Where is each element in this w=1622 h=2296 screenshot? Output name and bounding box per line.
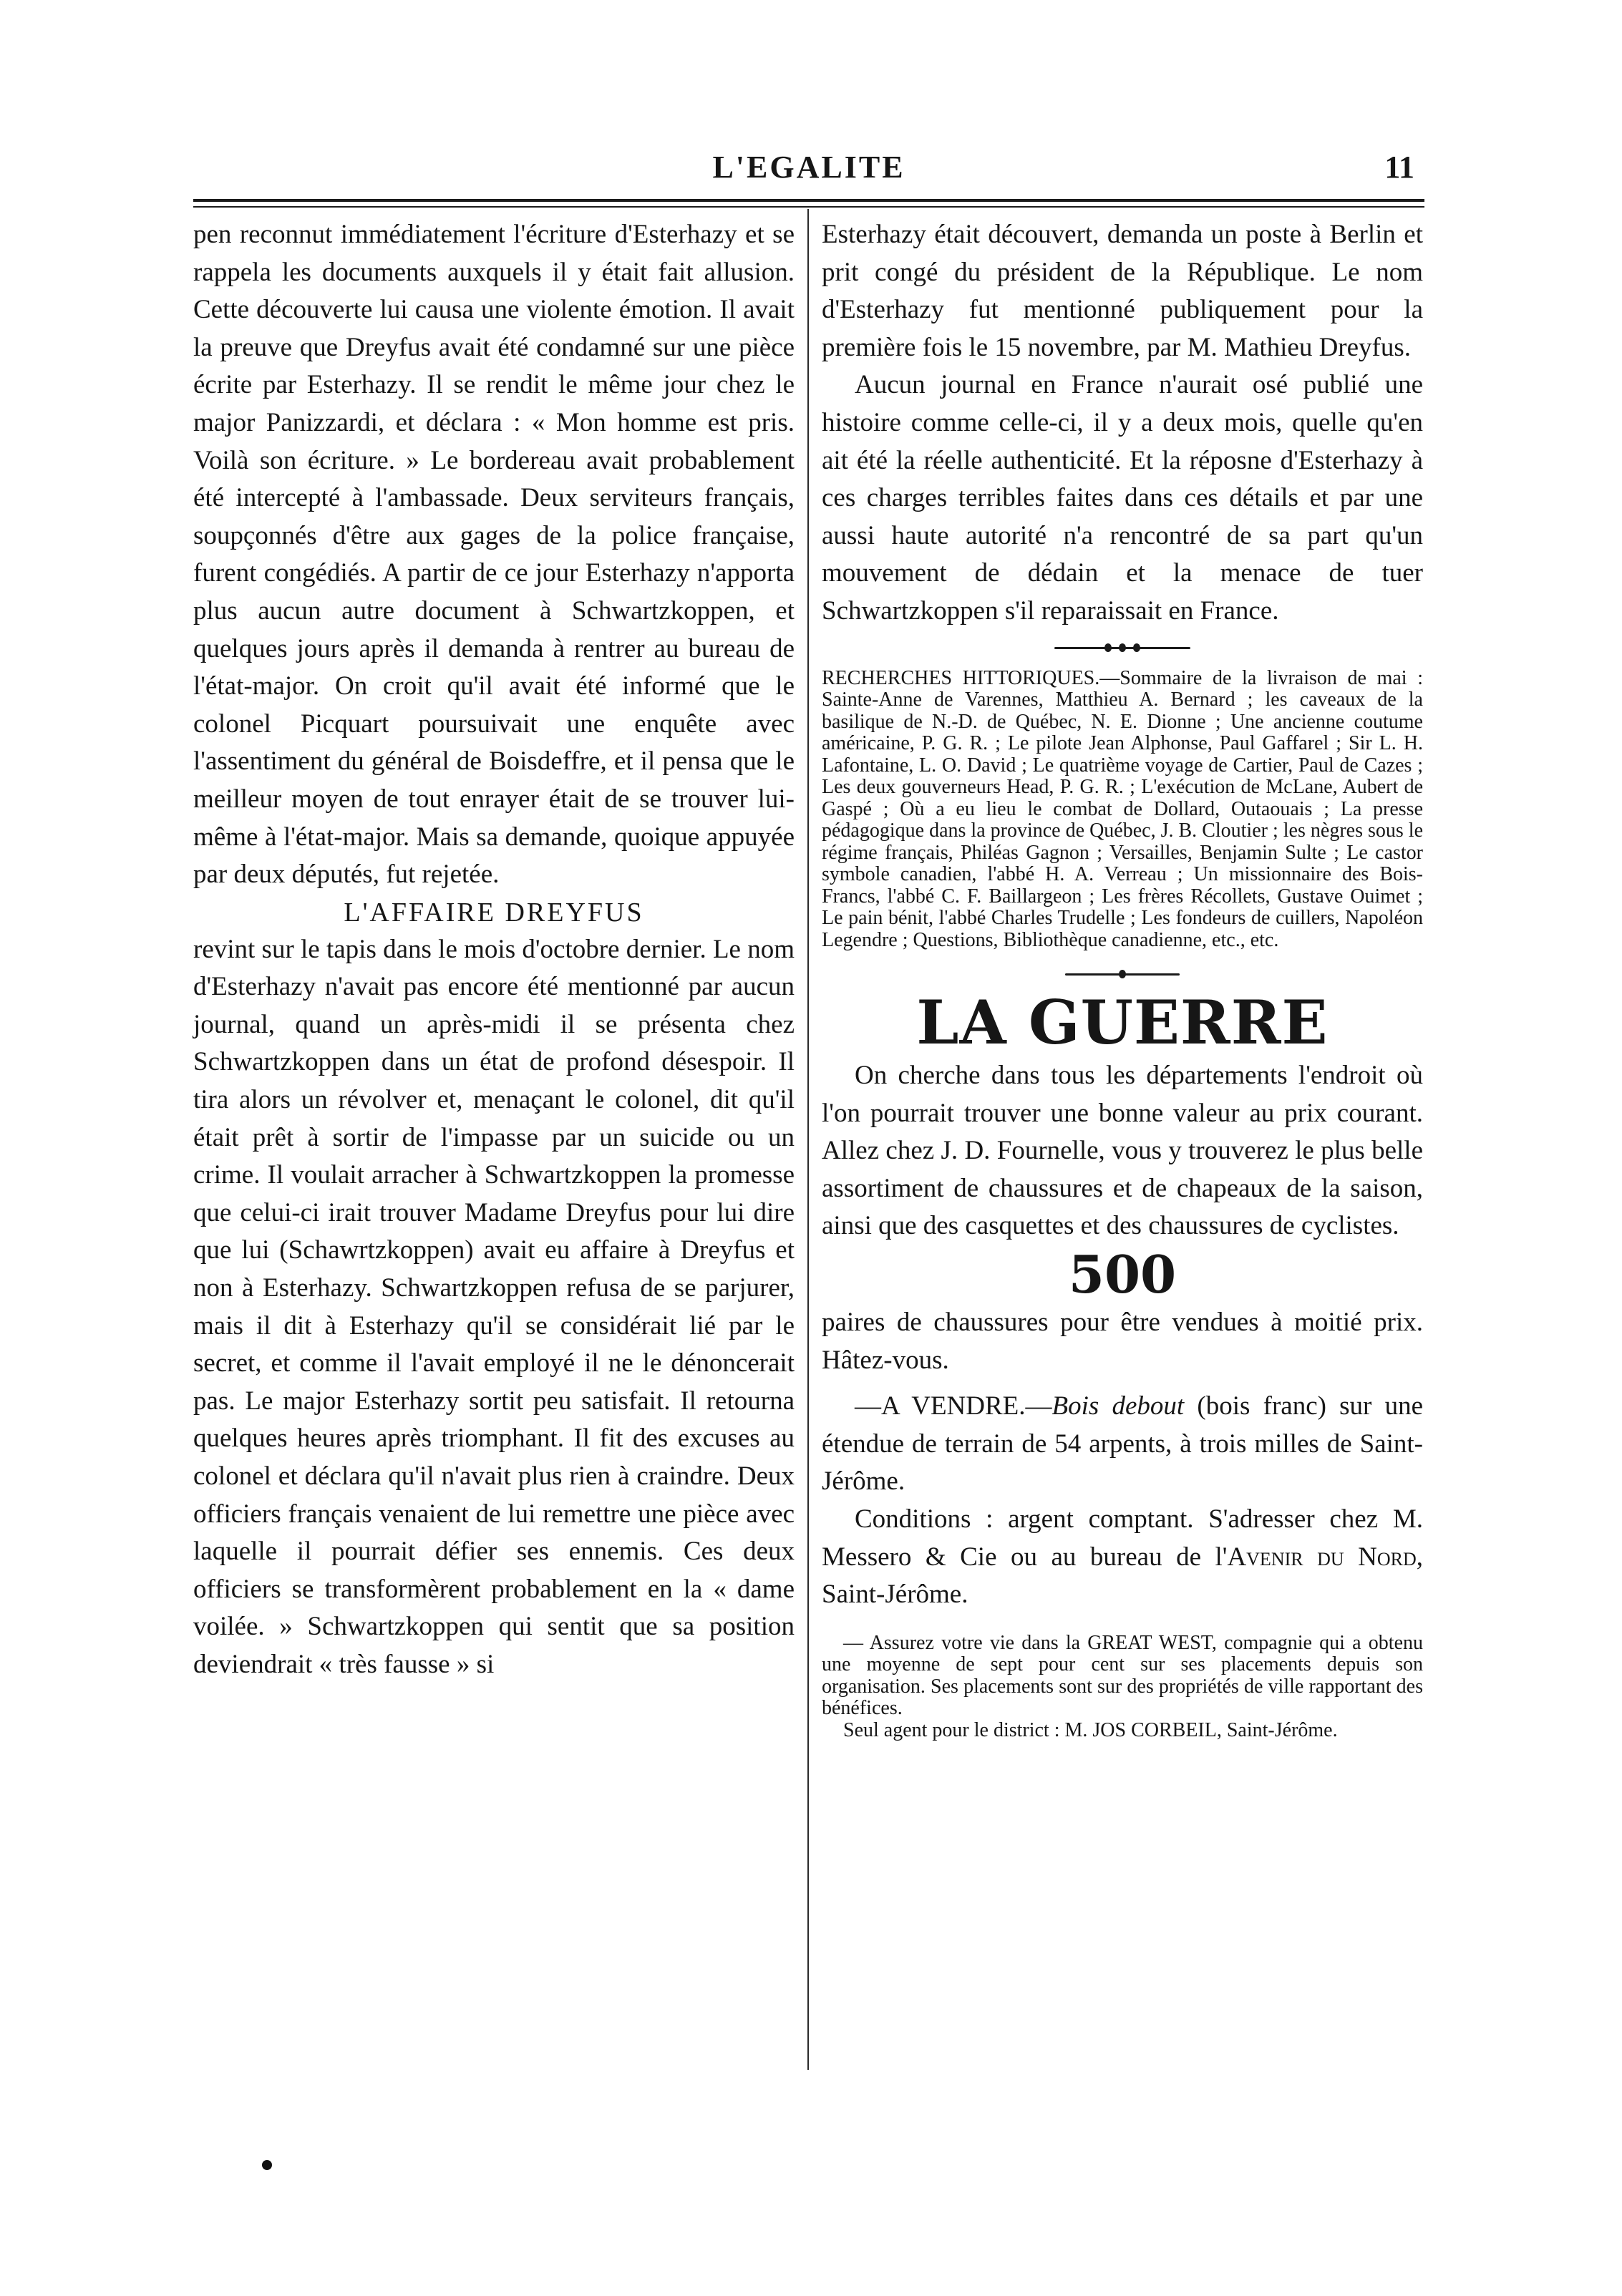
article-paragraph: revint sur le tapis dans le mois d'octobre dernier. Le nom d'Esterhazy n'avait pas encore été mentionné par aucun journal, quand un après-midi il se présenta chez Schwartzkoppen dans un état de profond désespoir. Il tira alors un révolver et, menaçant le colonel, dit qu'il était prêt à sortir de l'impasse par un suicide ou un crime. Il voulait arracher à Schwartzkoppen la promesse que celui-ci irait trouver Madame Dreyfus pour lui dire que lui (Schawrtzkoppen) avait eu affaire à Dreyfus et non à Esterhazy. Schwartzkoppen refusa de se parjurer, mais il dit à Esterhazy qu'il se considérait lié par le secret, et comme il l'avait employé il ne le dénoncerait pas. Le major Esterhazy sortit peu satisfait. Il retourna quelques heures après triomphant. Il fit des excuses au colonel et déclara qu'il n'avait plus rien à craindre. Deux officiers français venaient de lui remettre une pièce avec laquelle il pourrait défier ses ennemis. Ces deux officiers se transformèrent probablement en la « dame voilée. » Schwartzkoppen qui sentit que sa position deviendrait « très fausse » si bbox=[193, 934, 795, 1679]
column-divider bbox=[807, 209, 809, 2070]
separator-ornament bbox=[1054, 643, 1190, 652]
sale-lead: —A VENDRE.— bbox=[855, 1391, 1052, 1421]
sale-notice bbox=[822, 1388, 1423, 1501]
page-number: 11 bbox=[1384, 150, 1414, 185]
right-column bbox=[822, 216, 1423, 1741]
article-paragraph: pen reconnut immédiatement l'écriture d'Esterhazy et se rappela les documents auxquels il y était fait allusion. Cette découverte lui causa une violente émotion. Il avait la preuve que Dreyfus avait été condamné sur une pièce écrite par Esterhazy. Il se rendit le même jour chez le major Panizzardi, et déclara : « Mon homme est pris. Voilà son écriture. » Le bordereau avait probablement été intercepté à l'ambassade. Deux serviteurs français, soupçonnés d'être aux gages de la police française, furent congédiés. A partir de ce jour Esterhazy n'apporta plus aucun autre document à Schwartzkoppen, et quelques jours après il demanda à rentrer au bureau de l'état-major. On croit qu'il avait été informé que le colonel Picquart poursuivait une enquête avec l'assentiment du général de Boisdeffre, et il pensa que le meilleur moyen de tout enrayer était de se trouver lui-même à l'état-major. Mais sa demande, quoique appuyée par deux députés, fut rejetée. bbox=[193, 220, 795, 890]
insurance-notice: — Assurez votre vie dans la GREAT WEST, compagnie qui a obtenu une moyenne de sept pour cent sur ses placements depuis son organisation. Ses placements sont sur des propriétés de ville rapportant des bénéfices. bbox=[822, 1631, 1423, 1720]
ornament-dot bbox=[1104, 643, 1112, 652]
recherches-notice: RECHERCHES HITTORIQUES.—Sommaire de la livraison de mai : Sainte-Anne de Varennes, Matthieu A. Bernard ; les caveaux de la basilique de N.-D. de Québec, N. E. Dionne ; Une ancienne coutume américaine, P. G. R. ; Le pilote Jean Alphonse, Paul Gaffarel ; Sir L. H. Lafontaine, L. O. David ; Le quatrième voyage de Cartier, Paul de Cazes ; Les deux gouverneurs Head, P. G. R. ; L'exécution de McLane, Aubert de Gaspé ; Où a eu lieu le combat de Dollard, Outaouais ; La presse pédagogique dans la province de Québec, J. B. Cloutier ; les nègres sous le régime français, Philéas Gagnon ; Versailles, Benjamin Sulte ; Le castor symbole canadien, l'abbé H. A. Verreau ; Un missionnaire des Bois-Francs, l'abbé C. F. Baillargeon ; Les frères Récollets, Gustave Ouimet ; Le pain bénit, l'abbé Charles Trudelle ; Les fondeurs de cuillers, Napoléon Legendre ; Questions, Bibliothèque canadienne, etc., etc. bbox=[822, 666, 1423, 951]
agent-notice: Seul agent pour le district : M. JOS CORBEIL, Saint-Jérôme. bbox=[843, 1718, 1338, 1741]
ornament-dot bbox=[1119, 970, 1126, 978]
left-column bbox=[193, 216, 795, 1684]
sale-details: (bois franc) sur une étendue de terrain de 54 arpents, à trois milles de Saint-Jérôme. bbox=[822, 1391, 1424, 1497]
publication-name: Avenir du Nord bbox=[1227, 1542, 1417, 1572]
header-rule-thin bbox=[193, 206, 1424, 208]
conditions-notice bbox=[822, 1501, 1423, 1614]
advert-text: paires de chaussures pour être vendues à moitié prix. Hâtez-vous. bbox=[822, 1308, 1423, 1375]
article-paragraph: Esterhazy était découvert, demanda un poste à Berlin et prit congé du président de la République. Le nom d'Esterhazy fut mentionné publiquement pour la première fois le 15 novembre, par M. Mathieu Dreyfus. bbox=[822, 220, 1423, 362]
header-rule-thick bbox=[193, 199, 1424, 202]
separator-rule bbox=[1065, 970, 1180, 978]
sale-item: Bois debout bbox=[1052, 1391, 1185, 1421]
advert-title: LA GUERRE bbox=[916, 987, 1329, 1059]
conditions-end: , Saint-Jérôme. bbox=[822, 1542, 1423, 1610]
section-heading: L'AFFAIRE DREYFUS bbox=[344, 897, 644, 928]
article-paragraph: Aucun journal en France n'aurait osé publié une histoire comme celle-ci, il y a deux mois, quelle qu'en ait été la réelle authenticité. Et la réposne d'Esterhazy à ces charges terribles faites dans ces détails et par une aussi haute autorité n'a rencontré de sa part qu'un mouvement de dédain et la menace de tuer Schwartzkoppen s'il reparaissait en France. bbox=[822, 370, 1423, 626]
advert-text: On cherche dans tous les départements l'endroit où l'on pourrait trouver une bonne valeur au prix courant. Allez chez J. D. Fournelle, vous y trouverez le plus belle assortiment de chaussures et de chapeaux de la saison, ainsi que des casquettes et des chaussures de cyclistes. bbox=[822, 1061, 1423, 1241]
ink-dot bbox=[262, 2160, 272, 2170]
newspaper-title: L'EGALITE bbox=[712, 150, 905, 185]
page-header bbox=[193, 149, 1424, 192]
advert-number: 500 bbox=[1068, 1244, 1177, 1305]
ornament-dot bbox=[1119, 643, 1126, 652]
ornament-dot bbox=[1133, 643, 1140, 652]
conditions-text: Conditions : argent comptant. S'adresser chez M. Messero & Cie ou au bureau de l' bbox=[822, 1504, 1423, 1572]
